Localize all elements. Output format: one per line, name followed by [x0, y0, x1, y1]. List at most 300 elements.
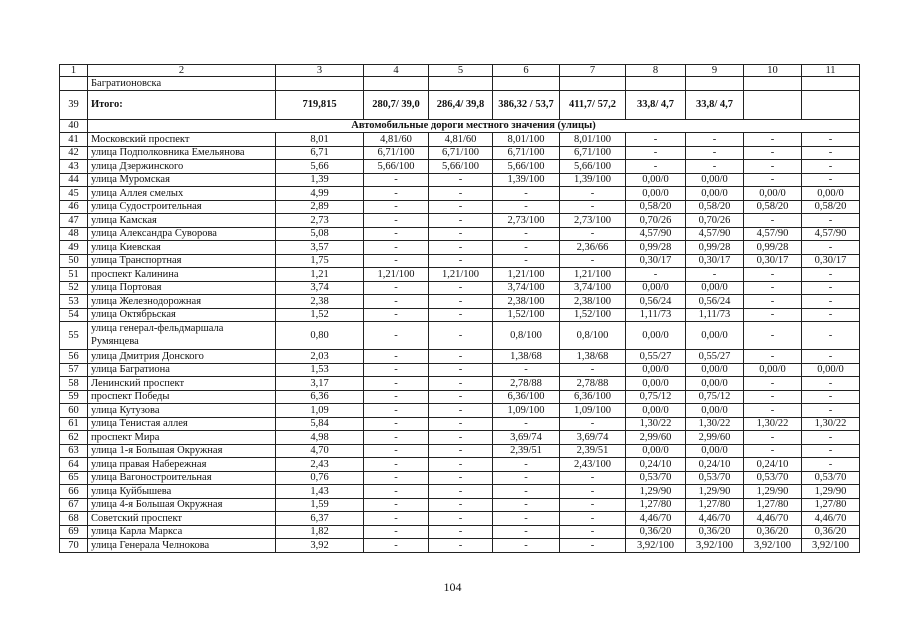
value-cell: - — [560, 417, 626, 431]
value-cell: - — [560, 200, 626, 214]
value-cell: - — [744, 404, 802, 418]
value-cell: - — [802, 160, 860, 174]
value-cell: - — [626, 160, 686, 174]
value-cell: 1,82 — [276, 525, 364, 539]
value-cell: - — [493, 471, 560, 485]
value-cell: 4,46/70 — [686, 512, 744, 526]
column-number-header: 4 — [364, 65, 429, 77]
page-number: 104 — [443, 580, 462, 594]
value-cell: - — [802, 268, 860, 282]
row-number: 58 — [60, 377, 88, 391]
value-cell: 2,38/100 — [493, 295, 560, 309]
total-value-cell: 411,7/ 57,2 — [560, 90, 626, 119]
value-cell: 2,03 — [276, 350, 364, 364]
table-row — [60, 254, 860, 268]
value-cell: - — [744, 377, 802, 391]
value-cell: 1,27/80 — [744, 498, 802, 512]
table-row — [60, 404, 860, 418]
row-number: 62 — [60, 431, 88, 445]
value-cell: 3,74/100 — [560, 281, 626, 295]
column-number-header: 7 — [560, 65, 626, 77]
value-cell: - — [364, 404, 429, 418]
value-cell: 1,09/100 — [560, 404, 626, 418]
value-cell: 0,53/70 — [626, 471, 686, 485]
value-cell: 3,92 — [276, 539, 364, 553]
value-cell: - — [429, 444, 493, 458]
value-cell: 1,75 — [276, 254, 364, 268]
road-name: улица Александра Суворова — [88, 227, 276, 241]
value-cell: 0,99/28 — [686, 241, 744, 255]
value-cell: - — [493, 525, 560, 539]
value-cell: 0,36/20 — [802, 525, 860, 539]
row-number: 46 — [60, 200, 88, 214]
row-number: 55 — [60, 322, 88, 350]
value-cell: 1,11/73 — [686, 308, 744, 322]
value-cell: - — [429, 173, 493, 187]
value-cell: 1,52 — [276, 308, 364, 322]
road-name: улица Киевская — [88, 241, 276, 255]
value-cell: 3,92/100 — [626, 539, 686, 553]
total-value-cell: 33,8/ 4,7 — [626, 90, 686, 119]
value-cell: 1,43 — [276, 485, 364, 499]
value-cell: 0,8/100 — [560, 322, 626, 350]
section-row-number: 40 — [60, 119, 88, 133]
value-cell: - — [364, 539, 429, 553]
total-value-cell — [802, 90, 860, 119]
value-cell: - — [744, 295, 802, 309]
value-cell: 0,24/10 — [626, 458, 686, 472]
value-cell: - — [429, 350, 493, 364]
value-cell: - — [364, 308, 429, 322]
row-number: 65 — [60, 471, 88, 485]
value-cell: 5,66/100 — [560, 160, 626, 174]
row-number: 44 — [60, 173, 88, 187]
value-cell: 3,92/100 — [802, 539, 860, 553]
value-cell: 6,36 — [276, 390, 364, 404]
value-cell: 1,21 — [276, 268, 364, 282]
value-cell: - — [802, 281, 860, 295]
value-cell: - — [364, 214, 429, 228]
road-name: улица Железнодорожная — [88, 295, 276, 309]
value-cell: 4,46/70 — [802, 512, 860, 526]
row-number: 45 — [60, 187, 88, 201]
value-cell: - — [744, 281, 802, 295]
table-row — [60, 133, 860, 147]
value-cell: 1,29/90 — [744, 485, 802, 499]
table-row — [60, 268, 860, 282]
value-cell: 1,27/80 — [626, 498, 686, 512]
road-name: Советский проспект — [88, 512, 276, 526]
value-cell: - — [493, 254, 560, 268]
value-cell: - — [429, 458, 493, 472]
value-cell: - — [493, 512, 560, 526]
road-name: Московский проспект — [88, 133, 276, 147]
value-cell: 0,00/0 — [744, 363, 802, 377]
value-cell: 1,29/90 — [802, 485, 860, 499]
value-cell: - — [429, 322, 493, 350]
value-cell: 4,57/90 — [744, 227, 802, 241]
value-cell: 1,38/68 — [560, 350, 626, 364]
value-cell: - — [364, 512, 429, 526]
value-cell: 2,89 — [276, 200, 364, 214]
value-cell: - — [429, 281, 493, 295]
value-cell: - — [744, 350, 802, 364]
value-cell: 3,69/74 — [493, 431, 560, 445]
column-number-header-row — [60, 65, 860, 77]
road-name: улица Вагоностроительная — [88, 471, 276, 485]
value-cell: 0,56/24 — [686, 295, 744, 309]
value-cell: 0,24/10 — [744, 458, 802, 472]
value-cell: 1,09/100 — [493, 404, 560, 418]
value-cell: - — [364, 281, 429, 295]
row-number: 56 — [60, 350, 88, 364]
value-cell: 1,39/100 — [560, 173, 626, 187]
value-cell: 1,39 — [276, 173, 364, 187]
value-cell: 0,30/17 — [686, 254, 744, 268]
value-cell: 2,99/60 — [626, 431, 686, 445]
value-cell: 0,75/12 — [686, 390, 744, 404]
value-cell: 1,39/100 — [493, 173, 560, 187]
value-cell: 0,00/0 — [686, 404, 744, 418]
value-cell: - — [560, 539, 626, 553]
value-cell: 2,99/60 — [686, 431, 744, 445]
total-value-cell: 286,4/ 39,8 — [429, 90, 493, 119]
row-number: 57 — [60, 363, 88, 377]
value-cell: - — [802, 444, 860, 458]
road-name: улица правая Набережная — [88, 458, 276, 472]
row-number: 59 — [60, 390, 88, 404]
value-cell: 5,66/100 — [364, 160, 429, 174]
table-row — [60, 431, 860, 445]
value-cell: 5,66/100 — [493, 160, 560, 174]
value-cell: 0,00/0 — [686, 322, 744, 350]
value-cell: - — [493, 539, 560, 553]
table-row — [60, 322, 860, 350]
value-cell: 0,76 — [276, 471, 364, 485]
road-name: улица Подполковника Емельянова — [88, 146, 276, 160]
value-cell: - — [364, 444, 429, 458]
road-name: проспект Мира — [88, 431, 276, 445]
value-cell: - — [626, 268, 686, 282]
value-cell: - — [802, 214, 860, 228]
road-name: улица Октябрьская — [88, 308, 276, 322]
row-number: 69 — [60, 525, 88, 539]
value-cell: - — [560, 227, 626, 241]
value-cell: 0,00/0 — [626, 322, 686, 350]
total-value-cell: 33,8/ 4,7 — [686, 90, 744, 119]
value-cell: 0,00/0 — [686, 377, 744, 391]
value-cell: - — [429, 241, 493, 255]
value-cell: - — [429, 471, 493, 485]
value-cell: 6,71/100 — [560, 146, 626, 160]
row-number: 50 — [60, 254, 88, 268]
road-name: улица 1-я Большая Окружная — [88, 444, 276, 458]
value-cell: 1,11/73 — [626, 308, 686, 322]
value-cell: - — [744, 133, 802, 147]
value-cell: - — [364, 485, 429, 499]
section-header-row — [60, 119, 860, 133]
road-name: улица Багратиона — [88, 363, 276, 377]
roads-table — [59, 64, 860, 553]
value-cell: - — [802, 322, 860, 350]
value-cell: 2,38/100 — [560, 295, 626, 309]
table-row — [60, 241, 860, 255]
table-row — [60, 390, 860, 404]
value-cell: - — [802, 350, 860, 364]
value-cell: - — [364, 431, 429, 445]
value-cell: 4,46/70 — [744, 512, 802, 526]
value-cell: 6,36/100 — [493, 390, 560, 404]
value-cell: - — [493, 187, 560, 201]
value-cell: - — [429, 417, 493, 431]
value-cell: 0,36/20 — [686, 525, 744, 539]
road-name: Ленинский проспект — [88, 377, 276, 391]
road-name: проспект Калинина — [88, 268, 276, 282]
value-cell: 0,00/0 — [744, 187, 802, 201]
road-name: улица Куйбышева — [88, 485, 276, 499]
total-value-cell: 719,815 — [276, 90, 364, 119]
road-name: улица генерал-фельдмаршала Румянцева — [88, 322, 276, 350]
total-value-cell: 386,32 / 53,7 — [493, 90, 560, 119]
value-cell: 1,30/22 — [744, 417, 802, 431]
value-cell: - — [626, 133, 686, 147]
row-number: 67 — [60, 498, 88, 512]
value-cell: 1,21/100 — [493, 268, 560, 282]
value-cell: 1,53 — [276, 363, 364, 377]
value-cell: 0,00/0 — [686, 173, 744, 187]
row-number: 42 — [60, 146, 88, 160]
value-cell: - — [364, 295, 429, 309]
value-cell: 0,00/0 — [626, 363, 686, 377]
value-cell: - — [429, 498, 493, 512]
value-cell: - — [686, 160, 744, 174]
value-cell: 0,00/0 — [626, 444, 686, 458]
value-cell: - — [364, 322, 429, 350]
value-cell: - — [429, 363, 493, 377]
value-cell: 3,69/74 — [560, 431, 626, 445]
value-cell: 5,66/100 — [429, 160, 493, 174]
value-cell: 4,70 — [276, 444, 364, 458]
value-cell: - — [686, 268, 744, 282]
value-cell: 0,30/17 — [802, 254, 860, 268]
value-cell: - — [802, 431, 860, 445]
table-row — [60, 350, 860, 364]
table-row — [60, 363, 860, 377]
value-cell: 3,74 — [276, 281, 364, 295]
value-cell: 0,53/70 — [686, 471, 744, 485]
value-cell: 3,92/100 — [744, 539, 802, 553]
total-value-cell: 280,7/ 39,0 — [364, 90, 429, 119]
value-cell: 4,57/90 — [802, 227, 860, 241]
value-cell: - — [493, 227, 560, 241]
value-cell: 6,71/100 — [364, 146, 429, 160]
table-row — [60, 146, 860, 160]
value-cell: - — [429, 485, 493, 499]
value-cell: 5,84 — [276, 417, 364, 431]
road-name: улица Генерала Челнокова — [88, 539, 276, 553]
table-row — [60, 458, 860, 472]
road-name: улица Аллея смелых — [88, 187, 276, 201]
value-cell: - — [802, 173, 860, 187]
column-number-header: 11 — [802, 65, 860, 77]
column-number-header: 8 — [626, 65, 686, 77]
table-row — [60, 417, 860, 431]
value-cell: - — [802, 390, 860, 404]
road-name: проспект Победы — [88, 390, 276, 404]
continued-num-cell — [60, 77, 88, 91]
column-number-header: 1 — [60, 65, 88, 77]
column-number-header: 10 — [744, 65, 802, 77]
value-cell: 2,38 — [276, 295, 364, 309]
value-cell: - — [802, 308, 860, 322]
road-name: улица 4-я Большая Окружная — [88, 498, 276, 512]
row-number: 51 — [60, 268, 88, 282]
value-cell: 1,29/90 — [686, 485, 744, 499]
value-cell: 0,58/20 — [802, 200, 860, 214]
value-cell: - — [493, 200, 560, 214]
value-cell: 0,00/0 — [686, 187, 744, 201]
value-cell: - — [429, 200, 493, 214]
value-cell: 1,09 — [276, 404, 364, 418]
value-cell: - — [493, 241, 560, 255]
value-cell: 2,36/66 — [560, 241, 626, 255]
value-cell: - — [560, 471, 626, 485]
continued-label: Багратионовска — [88, 77, 276, 91]
value-cell: - — [802, 146, 860, 160]
value-cell: 0,53/70 — [744, 471, 802, 485]
value-cell: - — [429, 539, 493, 553]
value-cell: - — [493, 498, 560, 512]
table-row — [60, 160, 860, 174]
row-number: 63 — [60, 444, 88, 458]
value-cell: 8,01/100 — [493, 133, 560, 147]
value-cell: 0,00/0 — [686, 281, 744, 295]
value-cell: 1,21/100 — [429, 268, 493, 282]
value-cell: 0,30/17 — [626, 254, 686, 268]
value-cell: 0,00/0 — [626, 173, 686, 187]
value-cell: 0,00/0 — [626, 404, 686, 418]
value-cell: 0,55/27 — [686, 350, 744, 364]
value-cell: 0,36/20 — [744, 525, 802, 539]
value-cell: - — [429, 525, 493, 539]
value-cell: 1,52/100 — [560, 308, 626, 322]
value-cell: - — [744, 160, 802, 174]
table-row — [60, 187, 860, 201]
table-row — [60, 539, 860, 553]
total-label: Итого: — [88, 90, 276, 119]
value-cell: 2,73/100 — [560, 214, 626, 228]
value-cell: 1,27/80 — [686, 498, 744, 512]
value-cell: 2,43/100 — [560, 458, 626, 472]
value-cell: 2,73/100 — [493, 214, 560, 228]
value-cell: 4,46/70 — [626, 512, 686, 526]
row-number: 68 — [60, 512, 88, 526]
table-row — [60, 308, 860, 322]
value-cell: 0,00/0 — [686, 444, 744, 458]
value-cell: 0,70/26 — [686, 214, 744, 228]
value-cell: 1,30/22 — [686, 417, 744, 431]
value-cell: 3,17 — [276, 377, 364, 391]
value-cell: - — [364, 187, 429, 201]
value-cell: 6,36/100 — [560, 390, 626, 404]
value-cell: 0,00/0 — [686, 363, 744, 377]
value-cell: 5,08 — [276, 227, 364, 241]
value-cell: 8,01 — [276, 133, 364, 147]
column-number-header: 6 — [493, 65, 560, 77]
value-cell: - — [364, 471, 429, 485]
value-cell: 2,78/88 — [493, 377, 560, 391]
value-cell: 1,38/68 — [493, 350, 560, 364]
value-cell: 0,99/28 — [744, 241, 802, 255]
value-cell: 4,57/90 — [626, 227, 686, 241]
value-cell: 0,00/0 — [626, 187, 686, 201]
value-cell: - — [364, 377, 429, 391]
value-cell: - — [560, 512, 626, 526]
total-row-number: 39 — [60, 90, 88, 119]
value-cell: - — [429, 404, 493, 418]
table-row — [60, 173, 860, 187]
value-cell: - — [364, 390, 429, 404]
value-cell: - — [560, 363, 626, 377]
value-cell: 4,98 — [276, 431, 364, 445]
value-cell: 1,29/90 — [626, 485, 686, 499]
value-cell: 3,57 — [276, 241, 364, 255]
value-cell: - — [744, 322, 802, 350]
value-cell: - — [802, 295, 860, 309]
value-cell: 4,81/60 — [429, 133, 493, 147]
table-row — [60, 485, 860, 499]
value-cell: 6,37 — [276, 512, 364, 526]
value-cell: 6,71/100 — [429, 146, 493, 160]
value-cell: 0,53/70 — [802, 471, 860, 485]
value-cell: 5,66 — [276, 160, 364, 174]
value-cell: - — [429, 390, 493, 404]
value-cell: 0,36/20 — [626, 525, 686, 539]
value-cell: - — [364, 350, 429, 364]
road-name: улица Тенистая аллея — [88, 417, 276, 431]
value-cell: - — [744, 431, 802, 445]
total-row — [60, 90, 860, 119]
value-cell: - — [493, 485, 560, 499]
value-cell: 0,75/12 — [626, 390, 686, 404]
value-cell: - — [493, 458, 560, 472]
value-cell: 0,99/28 — [626, 241, 686, 255]
value-cell: - — [802, 404, 860, 418]
road-name: улица Дзержинского — [88, 160, 276, 174]
value-cell: 4,81/60 — [364, 133, 429, 147]
value-cell: 2,78/88 — [560, 377, 626, 391]
road-name: улица Карла Маркса — [88, 525, 276, 539]
value-cell: 1,52/100 — [493, 308, 560, 322]
value-cell: - — [364, 254, 429, 268]
value-cell: - — [364, 173, 429, 187]
row-number: 47 — [60, 214, 88, 228]
row-number: 70 — [60, 539, 88, 553]
value-cell: 0,80 — [276, 322, 364, 350]
column-number-header: 2 — [88, 65, 276, 77]
value-cell: 0,00/0 — [626, 281, 686, 295]
table-row — [60, 281, 860, 295]
total-value-cell — [744, 90, 802, 119]
value-cell: - — [560, 187, 626, 201]
value-cell: 0,24/10 — [686, 458, 744, 472]
value-cell: - — [560, 485, 626, 499]
road-name: улица Портовая — [88, 281, 276, 295]
value-cell: - — [744, 268, 802, 282]
value-cell: - — [364, 241, 429, 255]
value-cell: 1,21/100 — [560, 268, 626, 282]
value-cell: 2,39/51 — [560, 444, 626, 458]
